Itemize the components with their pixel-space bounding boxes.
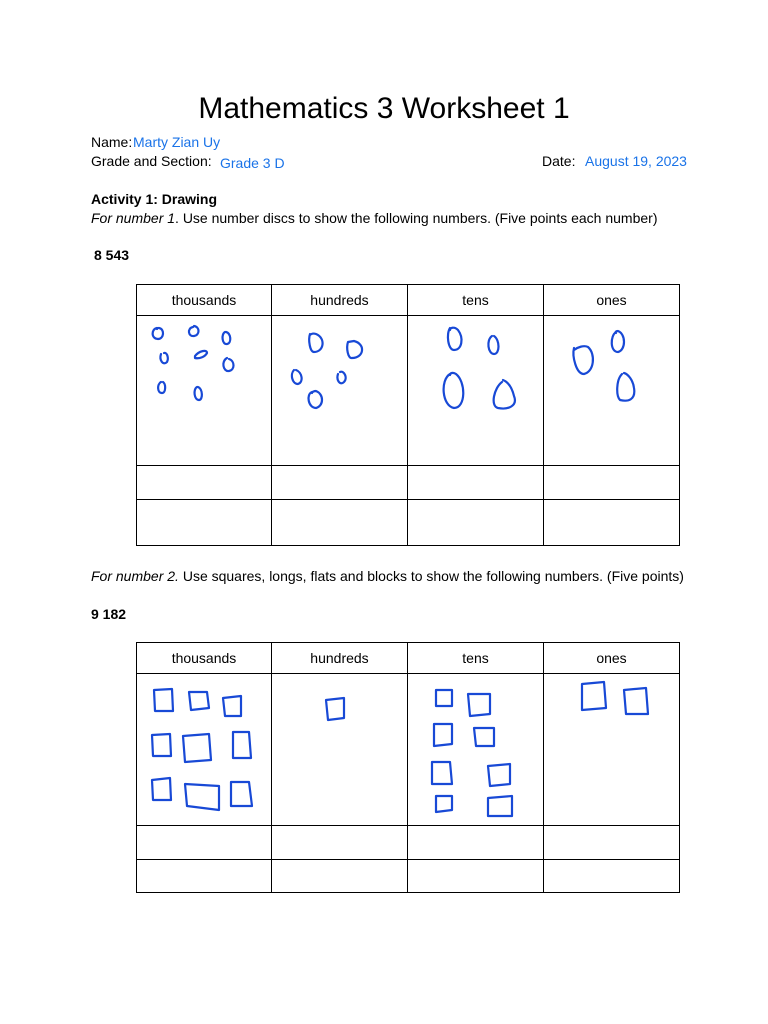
t1-header-thousands: thousands — [137, 285, 272, 316]
t2-answer-cell[interactable] — [544, 826, 680, 860]
place-value-table-1 — [136, 284, 680, 546]
t1-drawing-thousands — [137, 316, 272, 466]
grade-label: Grade and Section: — [91, 153, 212, 169]
t2-header-ones: ones — [544, 643, 680, 674]
t2-answer-cell[interactable] — [408, 860, 544, 893]
block — [434, 724, 452, 746]
instruction-2 — [91, 568, 684, 584]
block — [436, 690, 452, 706]
instruction-1-text: . Use number discs to show the following numbers. (Five points each number) — [175, 210, 658, 226]
date-value: August 19, 2023 — [585, 153, 687, 169]
t2-thousands-blocks — [137, 674, 272, 826]
name-label: Name: — [91, 134, 133, 150]
t2-answer-cell[interactable] — [272, 826, 408, 860]
place-value-table-2 — [136, 642, 680, 893]
disc — [494, 380, 515, 409]
instruction-2-text: Use squares, longs, flats and blocks to show the following numbers. (Five points) — [178, 568, 684, 584]
t2-answer-cell[interactable] — [272, 860, 408, 893]
block — [152, 778, 171, 800]
t1-drawing-ones — [544, 316, 680, 466]
block — [185, 784, 219, 810]
block — [326, 698, 344, 720]
block — [436, 796, 452, 812]
disc — [488, 336, 498, 354]
t1-ones-discs — [544, 316, 680, 466]
disc — [189, 326, 199, 336]
t1-drawing-hundreds — [272, 316, 408, 466]
t2-drawing-thousands — [137, 674, 272, 826]
block — [223, 696, 241, 716]
t2-header-hundreds: hundreds — [272, 643, 408, 674]
t2-ones-blocks — [544, 674, 680, 826]
disc — [153, 328, 163, 339]
block — [582, 682, 606, 710]
disc — [309, 334, 322, 352]
t2-tens-blocks — [408, 674, 544, 826]
block — [189, 692, 209, 710]
t2-drawing-ones — [544, 674, 680, 826]
t2-header-thousands: thousands — [137, 643, 272, 674]
disc — [444, 373, 464, 408]
t1-hundreds-discs — [272, 316, 408, 466]
block — [488, 796, 512, 816]
grade-value: Grade 3 D — [220, 155, 285, 171]
t2-answer-cell[interactable] — [137, 826, 272, 860]
number-2: 9 182 — [91, 606, 127, 622]
activity-title: Activity 1: Drawing — [91, 191, 218, 207]
disc — [337, 372, 345, 384]
t2-answer-cell[interactable] — [544, 860, 680, 893]
disc — [309, 391, 322, 408]
block — [488, 764, 510, 786]
name-value: Marty Zian Uy — [133, 134, 221, 150]
instruction-2-lead: For number 2. — [91, 568, 179, 584]
block — [152, 734, 171, 756]
block — [474, 728, 494, 746]
t2-drawing-tens — [408, 674, 544, 826]
disc — [448, 328, 462, 350]
disc — [612, 331, 624, 352]
disc — [158, 382, 165, 393]
t1-answer-cell[interactable] — [408, 500, 544, 546]
t1-tens-discs — [408, 316, 544, 466]
disc — [160, 353, 167, 363]
block — [624, 688, 648, 714]
t1-header-hundreds: hundreds — [272, 285, 408, 316]
t1-answer-cell[interactable] — [408, 466, 544, 500]
t1-drawing-tens — [408, 316, 544, 466]
disc — [292, 370, 302, 384]
t1-header-tens: tens — [408, 285, 544, 316]
block — [231, 782, 252, 806]
disc — [223, 332, 231, 344]
disc — [195, 387, 202, 400]
disc — [617, 373, 634, 401]
t1-answer-cell[interactable] — [544, 500, 680, 546]
t1-thousands-discs — [137, 316, 272, 466]
t1-answer-cell[interactable] — [137, 500, 272, 546]
t1-answer-cell[interactable] — [272, 466, 408, 500]
block — [468, 694, 490, 716]
t1-answer-cell[interactable] — [137, 466, 272, 500]
instruction-1 — [91, 210, 658, 226]
block — [154, 689, 173, 711]
disc — [195, 351, 207, 358]
t2-answer-cell[interactable] — [137, 860, 272, 893]
t2-header-tens: tens — [408, 643, 544, 674]
t2-answer-cell[interactable] — [408, 826, 544, 860]
t1-answer-cell[interactable] — [272, 500, 408, 546]
instruction-1-lead: For number 1 — [91, 210, 176, 226]
disc — [347, 341, 362, 358]
t1-answer-cell[interactable] — [544, 466, 680, 500]
t1-header-ones: ones — [544, 285, 680, 316]
page-title: Mathematics 3 Worksheet 1 — [198, 92, 570, 125]
block — [183, 734, 211, 762]
date-label: Date: — [542, 153, 576, 169]
block — [432, 762, 452, 784]
t2-drawing-hundreds — [272, 674, 408, 826]
t2-hundreds-blocks — [272, 674, 408, 826]
disc — [223, 358, 233, 371]
number-1: 8 543 — [94, 247, 130, 263]
disc — [573, 346, 592, 374]
block — [233, 732, 251, 758]
